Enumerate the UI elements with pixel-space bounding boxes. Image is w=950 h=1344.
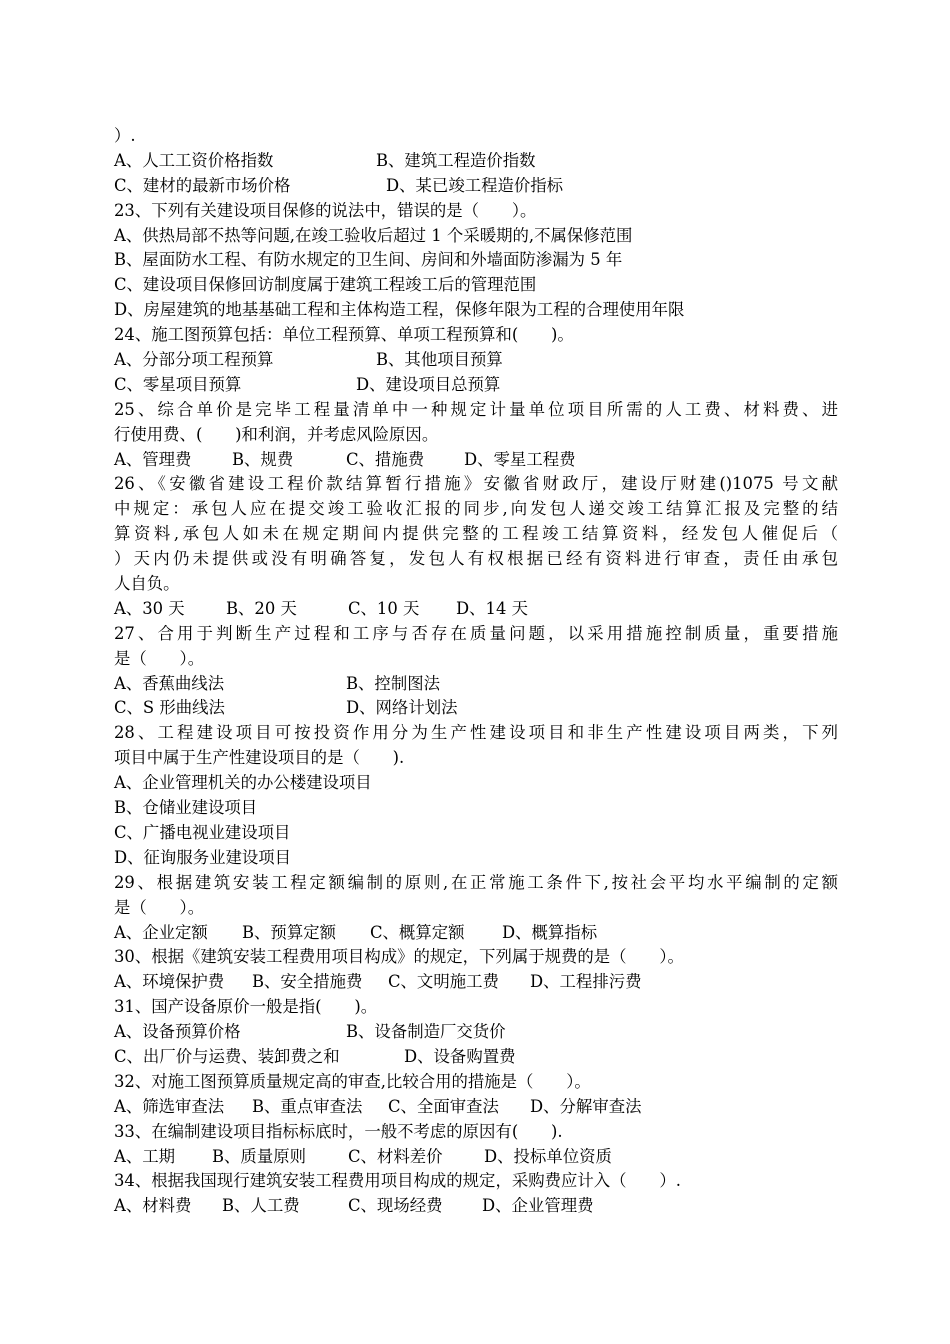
text-line: 行使用费、( )和利润，并考虑风险原因。: [114, 424, 439, 444]
answer-options-line: [114, 174, 838, 199]
answer-option: C、文明施工费: [388, 972, 499, 992]
text-line: 人自负。: [114, 574, 180, 594]
answer-option: D、设备购置费: [404, 1046, 516, 1066]
text-line: 33、在编制建设项目指标标底时，一般不考虑的原因有( ).: [114, 1121, 563, 1141]
text-line: 是（ ）。: [114, 897, 205, 917]
answer-option: C、材料差价: [348, 1146, 443, 1166]
answer-option: B、建筑工程造价指数: [376, 150, 536, 170]
answer-option: C、概算定额: [370, 922, 465, 942]
answer-option: A、设备预算价格: [114, 1022, 241, 1042]
answer-option: D、企业管理费: [482, 1196, 594, 1216]
answer-option: A、工期: [114, 1146, 176, 1166]
answer-option: D、建设项目总预算: [356, 374, 501, 394]
text-line: ）.: [114, 126, 136, 145]
answer-options-line: [114, 1145, 838, 1170]
text-line: 34、根据我国现行建筑安装工程费用项目构成的规定，采购费应计入（ ）.: [114, 1171, 681, 1191]
answer-option: A、30 天: [114, 598, 185, 618]
answer-option: B、规费: [232, 449, 294, 469]
answer-option: D、工程排污费: [530, 972, 642, 992]
answer-options-line: [114, 149, 838, 174]
text-line: 30、根据《建筑安装工程费用项目构成》的规定，下列属于规费的是（ ）。: [114, 947, 684, 967]
answer-option: A、分部分项工程预算: [114, 350, 274, 370]
text-line: 25、综合单价是完毕工程量清单中一种规定计量单位项目所需的人工费、材料费、进: [114, 399, 838, 419]
answer-option: B、其他项目预算: [376, 350, 503, 370]
answer-options-line: [114, 348, 838, 373]
answer-option: A、筛选审查法: [114, 1096, 225, 1116]
text-line: 27、合用于判断生产过程和工序与否存在质量问题，以采用措施控制质量，重要措施: [114, 623, 838, 643]
text-line: 32、对施工图预算质量规定高的审查,比较合用的措施是（ ）。: [114, 1071, 591, 1091]
text-line: 28、工程建设项目可按投资作用分为生产性建设项目和非生产性建设项目两类，下列: [114, 723, 838, 743]
answer-options-line: [114, 1045, 838, 1070]
answer-option: C、出厂价与运费、装卸费之和: [114, 1046, 340, 1066]
answer-option: D、14 天: [456, 598, 528, 618]
answer-options-line: [114, 448, 838, 473]
text-line: 是（ ）。: [114, 648, 205, 668]
text-line: A、供热局部不热等问题,在竣工验收后超过 1 个采暖期的,不属保修范围: [114, 225, 633, 245]
answer-option: D、概算指标: [502, 922, 598, 942]
question-text-body: [114, 124, 838, 1219]
text-line: 24、施工图预算包括：单位工程预算、单项工程预算和( )。: [114, 325, 574, 345]
answer-options-line: [114, 696, 838, 721]
answer-option: C、现场经费: [348, 1196, 443, 1216]
text-line: 29、根据建筑安装工程定额编制的原则,在正常施工条件下,按社会平均水平编制的定额: [114, 872, 838, 892]
answer-option: B、质量原则: [212, 1146, 306, 1166]
answer-option: D、零星工程费: [464, 449, 576, 469]
answer-option: A、环境保护费: [114, 972, 225, 992]
answer-option: C、措施费: [346, 449, 425, 469]
answer-option: B、预算定额: [242, 922, 336, 942]
answer-option: D、投标单位资质: [484, 1146, 612, 1166]
answer-option: B、人工费: [222, 1196, 300, 1216]
text-line: 26、《安徽省建设工程价款结算暂行措施》安徽省财政厅，建设厅财建()1075 号文献: [114, 474, 838, 494]
text-line: D、征询服务业建设项目: [114, 847, 292, 867]
answer-option: A、管理费: [114, 449, 192, 469]
text-line: C、广播电视业建设项目: [114, 822, 291, 842]
answer-option: D、某已竣工程造价指标: [386, 175, 564, 195]
answer-option: B、安全措施费: [252, 972, 363, 992]
text-line: C、建设项目保修回访制度属于建筑工程竣工后的管理范围: [114, 275, 537, 295]
text-line: 项目中属于生产性建设项目的是（ ).: [114, 748, 405, 768]
text-line: ）天内仍未提供或没有明确答复，发包人有权根据已经有资料进行审查，责任由承包: [114, 549, 838, 569]
answer-option: B、设备制造厂交货价: [346, 1022, 506, 1042]
text-line: B、仓储业建设项目: [114, 798, 258, 818]
answer-option: B、20 天: [226, 598, 297, 618]
answer-option: D、网络计划法: [346, 698, 458, 718]
text-line: 算资料,承包人如未在规定期间内提供完整的工程竣工结算资料，经发包人催促后（: [114, 524, 838, 544]
answer-option: C、10 天: [348, 598, 420, 618]
text-line: B、屋面防水工程、有防水规定的卫生间、房间和外墙面防渗漏为 5 年: [114, 250, 623, 270]
text-line: 31、国产设备原价一般是指( )。: [114, 997, 378, 1017]
answer-option: B、重点审查法: [252, 1096, 363, 1116]
answer-option: C、全面审查法: [388, 1096, 499, 1116]
answer-options-line: [114, 373, 838, 398]
text-line: D、房屋建筑的地基基础工程和主体构造工程，保修年限为工程的合理使用年限: [114, 300, 685, 320]
answer-options-line: [114, 597, 838, 622]
answer-option: A、香蕉曲线法: [114, 673, 225, 693]
answer-option: C、建材的最新市场价格: [114, 175, 291, 195]
answer-options-line: [114, 970, 838, 995]
answer-options-line: [114, 921, 838, 946]
answer-option: D、分解审查法: [530, 1096, 642, 1116]
answer-option: A、材料费: [114, 1196, 192, 1216]
answer-options-line: [114, 1020, 838, 1045]
answer-option: C、S 形曲线法: [114, 698, 225, 718]
answer-option: C、零星项目预算: [114, 374, 242, 394]
answer-option: A、人工工资价格指数: [114, 150, 274, 170]
text-line: A、企业管理机关的办公楼建设项目: [114, 773, 372, 793]
text-line: 23、下列有关建设项目保修的说法中，错误的是（ ）。: [114, 200, 537, 220]
answer-option: B、控制图法: [346, 673, 440, 693]
answer-options-line: [114, 672, 838, 697]
answer-options-line: [114, 1194, 838, 1219]
text-line: 中规定：承包人应在提交竣工验收汇报的同步,向发包人递交竣工结算汇报及完整的结: [114, 499, 838, 519]
answer-option: A、企业定额: [114, 922, 208, 942]
answer-options-line: [114, 1095, 838, 1120]
